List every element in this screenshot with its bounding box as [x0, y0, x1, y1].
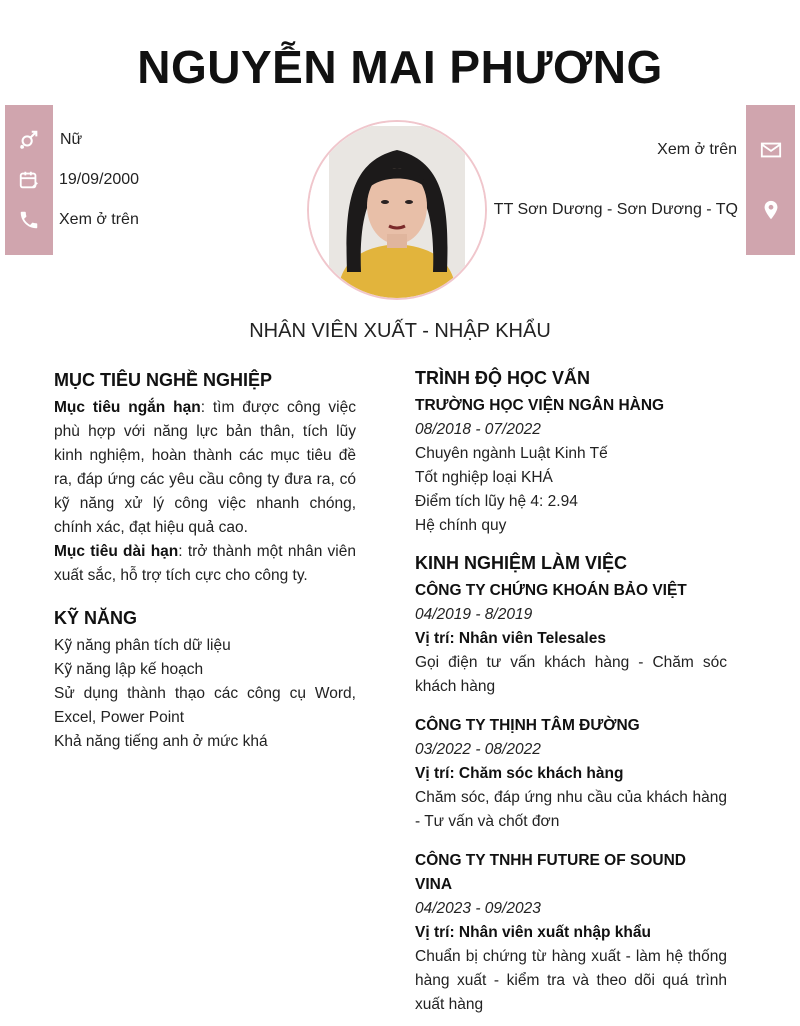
education-detail: Tốt nghiệp loại KHÁ: [415, 469, 553, 486]
school-name: TRƯỜNG HỌC VIỆN NGÂN HÀNG: [415, 397, 665, 414]
phone-value: Xem ở trên: [59, 211, 139, 228]
profile-photo: [307, 120, 487, 300]
skill-item: Kỹ năng lập kế hoạch: [54, 661, 204, 678]
job-period: 04/2023 - 09/2023: [415, 900, 541, 917]
calendar-icon: [17, 168, 41, 192]
job-description: Gọi điện tư vấn khách hàng - Chăm sóc khách hàng: [415, 654, 727, 695]
company-name: CÔNG TY TNHH FUTURE OF SOUND VINA: [415, 852, 686, 893]
skill-item: Kỹ năng phân tích dữ liệu: [54, 637, 231, 654]
long-term-label: Mục tiêu dài hạn: [54, 543, 179, 560]
skill-item: Khả năng tiếng anh ở mức khá: [54, 733, 268, 750]
experience-heading: KINH NGHIỆM LÀM VIỆC: [415, 553, 628, 573]
skills-heading: KỸ NĂNG: [54, 608, 138, 628]
job-position: Vị trí: Nhân viên Telesales: [415, 630, 606, 647]
left-column: [54, 368, 356, 754]
experience-item: [415, 849, 727, 1017]
education-period: 08/2018 - 07/2022: [415, 421, 541, 438]
education-heading: TRÌNH ĐỘ HỌC VẤN: [415, 368, 590, 388]
job-title: NHÂN VIÊN XUẤT - NHẬP KHẨU: [249, 320, 551, 342]
education-detail: Hệ chính quy: [415, 517, 507, 534]
short-term-objective: [54, 396, 356, 540]
phone-icon: [17, 208, 41, 232]
job-description: Chăm sóc, đáp ứng nhu cầu của khách hàng - Tư vấn và chốt đơn: [415, 789, 727, 830]
address-value: TT Sơn Dương - Sơn Dương - TQ: [493, 201, 738, 218]
long-term-objective: [54, 540, 356, 588]
experience-item: [415, 579, 727, 699]
birthday-value: 19/09/2000: [59, 171, 140, 188]
experience-item: [415, 714, 727, 834]
gender-icon: [17, 128, 41, 152]
job-period: 03/2022 - 08/2022: [415, 741, 541, 758]
location-pin-icon: [759, 198, 783, 222]
education-detail: Điểm tích lũy hệ 4: 2.94: [415, 493, 578, 510]
long-term-text: : trở thành một nhân viên xuất sắc, hỗ trợ tích cực cho công ty.: [54, 543, 356, 584]
envelope-icon: [759, 138, 783, 162]
candidate-name: NGUYỄN MAI PHƯƠNG: [137, 41, 663, 93]
short-term-text: : tìm được công việc phù hợp với năng lực bản thân, tích lũy kinh nghiệm, hoàn thành các mục tiêu đề ra, đáp ứng các yêu cầu công ty đưa ra, có kỹ năng xử lý công việc nhanh chóng, chính xác, đạt hiệu quả cao.: [54, 399, 356, 536]
education-detail: Chuyên ngành Luật Kinh Tế: [415, 445, 608, 462]
company-name: CÔNG TY THỊNH TÂM ĐƯỜNG: [415, 717, 640, 734]
job-position: Vị trí: Nhân viên xuất nhập khẩu: [415, 924, 651, 941]
email-value: Xem ở trên: [657, 141, 737, 158]
job-description: Chuẩn bị chứng từ hàng xuất - làm hệ thống hàng xuất - kiểm tra và theo dõi quá trình xuất hàng: [415, 948, 727, 1013]
contact-icon-strip-right: [746, 105, 795, 255]
job-position: Vị trí: Chăm sóc khách hàng: [415, 765, 624, 782]
right-column: [415, 366, 727, 1017]
objective-heading: MỤC TIÊU NGHỀ NGHIỆP: [54, 370, 273, 390]
company-name: CÔNG TY CHỨNG KHOÁN BẢO VIỆT: [415, 582, 687, 599]
contact-icon-strip-left: [5, 105, 53, 255]
skill-item: Sử dụng thành thạo các công cụ Word, Excel, Power Point: [54, 685, 356, 726]
skills-list: [54, 634, 356, 754]
job-period: 04/2019 - 8/2019: [415, 606, 533, 623]
short-term-label: Mục tiêu ngắn hạn: [54, 399, 201, 416]
gender-value: Nữ: [60, 131, 83, 148]
